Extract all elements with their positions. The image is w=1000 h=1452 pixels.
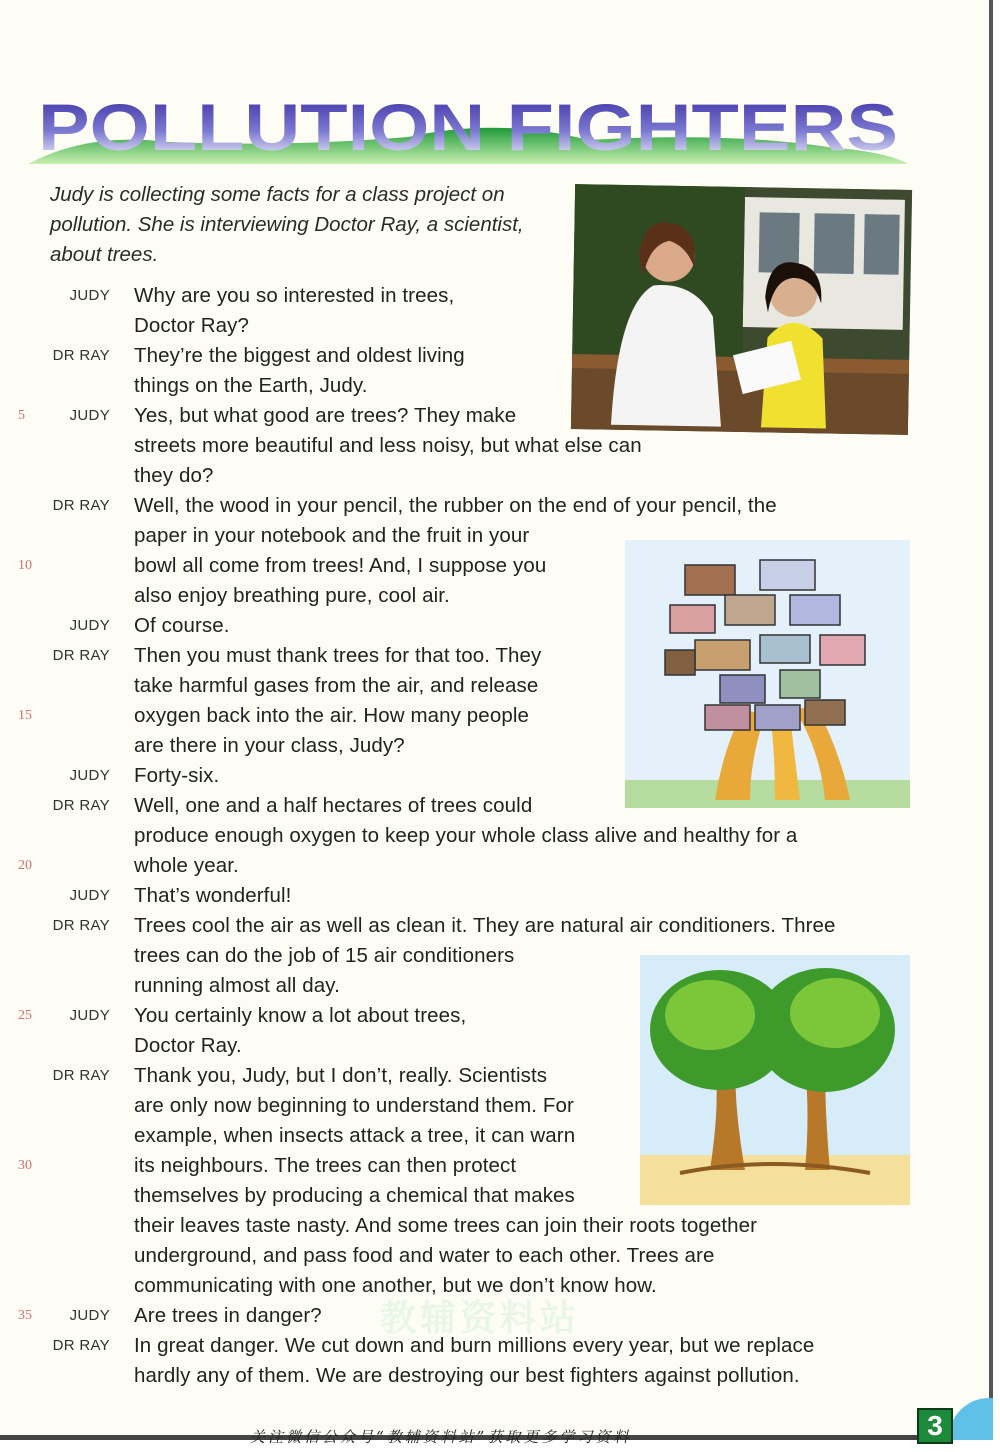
corner-wave-decoration	[949, 1398, 993, 1440]
line-text: are there in your class, Judy?	[134, 734, 405, 757]
line-number: 5	[18, 408, 25, 423]
line-text: example, when insects attack a tree, it can warn	[134, 1124, 576, 1147]
line-text: Then you must thank trees for that too. They	[134, 644, 542, 667]
speaker-label: DR RAY	[52, 917, 110, 934]
line-text: Thank you, Judy, but I don’t, really. Scientists	[134, 1064, 548, 1087]
line-text: Yes, but what good are trees? They make	[134, 404, 517, 427]
line-text: take harmful gases from the air, and release	[134, 674, 539, 697]
line-text: hardly any of them. We are destroying our best fighters against pollution.	[134, 1364, 800, 1387]
line-number: 20	[18, 858, 32, 873]
speaker-label: DR RAY	[52, 497, 110, 514]
speaker-label: JUDY	[69, 1307, 110, 1324]
line-number: 10	[18, 558, 32, 573]
intro-text: Judy is collecting some facts for a class project on pollution. She is interviewing Doctor Ray, a scientist, about trees.	[50, 183, 524, 266]
line-text: Are trees in danger?	[134, 1304, 322, 1327]
footer-note: 关注微信公众号“教辅资料站”获取更多学习资料	[250, 1428, 632, 1446]
line-text: they do?	[134, 464, 214, 487]
line-text: Of course.	[134, 614, 230, 637]
page-title	[28, 92, 908, 172]
line-text: produce enough oxygen to keep your whole class alive and healthy for a	[134, 824, 798, 847]
illustration-radio-tree	[625, 540, 910, 808]
line-text: oxygen back into the air. How many people	[134, 704, 529, 727]
line-text: are only now beginning to understand them. For	[134, 1094, 574, 1117]
line-text: Doctor Ray?	[134, 314, 250, 337]
speaker-label: DR RAY	[52, 797, 110, 814]
speaker-label: JUDY	[69, 287, 110, 304]
line-text: bowl all come from trees! And, I suppose you	[134, 554, 547, 577]
line-text: Well, the wood in your pencil, the rubber on the end of your pencil, the	[134, 494, 777, 517]
line-text: Well, one and a half hectares of trees could	[134, 794, 533, 817]
illustration-trees-joined-roots	[640, 955, 910, 1205]
line-text: Why are you so interested in trees,	[134, 284, 455, 307]
line-text: running almost all day.	[134, 974, 340, 997]
speaker-label: DR RAY	[52, 347, 110, 364]
title-text: POLLUTION FIGHTERS	[38, 92, 898, 164]
line-text: communicating with one another, but we don’t know how.	[134, 1274, 657, 1297]
speaker-label: JUDY	[69, 1007, 110, 1024]
speaker-label: DR RAY	[52, 1337, 110, 1354]
line-text: underground, and pass food and water to each other. Trees are	[134, 1244, 715, 1267]
line-text: themselves by producing a chemical that makes	[134, 1184, 575, 1207]
line-text: Doctor Ray.	[134, 1034, 242, 1057]
speaker-label: JUDY	[69, 407, 110, 424]
speaker-label: JUDY	[69, 767, 110, 784]
speaker-label: JUDY	[69, 887, 110, 904]
line-text: trees can do the job of 15 air conditioners	[134, 944, 515, 967]
line-text: They’re the biggest and oldest living	[134, 344, 465, 367]
speaker-label: JUDY	[69, 617, 110, 634]
line-number: 15	[18, 708, 32, 723]
speaker-label: DR RAY	[52, 647, 110, 664]
line-text: Trees cool the air as well as clean it. They are natural air conditioners. Three	[134, 914, 836, 937]
line-text: In great danger. We cut down and burn millions every year, but we replace	[134, 1334, 815, 1357]
line-number: 25	[18, 1008, 32, 1023]
line-text: paper in your notebook and the fruit in your	[134, 524, 530, 547]
line-text: its neighbours. The trees can then protect	[134, 1154, 517, 1177]
line-text: That’s wonderful!	[134, 884, 292, 907]
photo-judy-and-doctor-ray	[571, 184, 912, 435]
line-text: You certainly know a lot about trees,	[134, 1004, 467, 1027]
line-text: whole year.	[134, 854, 239, 877]
line-text: also enjoy breathing pure, cool air.	[134, 584, 450, 607]
line-text: Forty-six.	[134, 764, 220, 787]
line-text: their leaves taste nasty. And some trees can join their roots together	[134, 1214, 758, 1237]
line-number: 35	[18, 1308, 32, 1323]
line-text: things on the Earth, Judy.	[134, 374, 368, 397]
watermark: 教辅资料站	[380, 1297, 581, 1338]
line-number: 30	[18, 1158, 32, 1173]
page-number: 3	[917, 1408, 953, 1444]
line-text: streets more beautiful and less noisy, but what else can	[134, 434, 642, 457]
speaker-label: DR RAY	[52, 1067, 110, 1084]
